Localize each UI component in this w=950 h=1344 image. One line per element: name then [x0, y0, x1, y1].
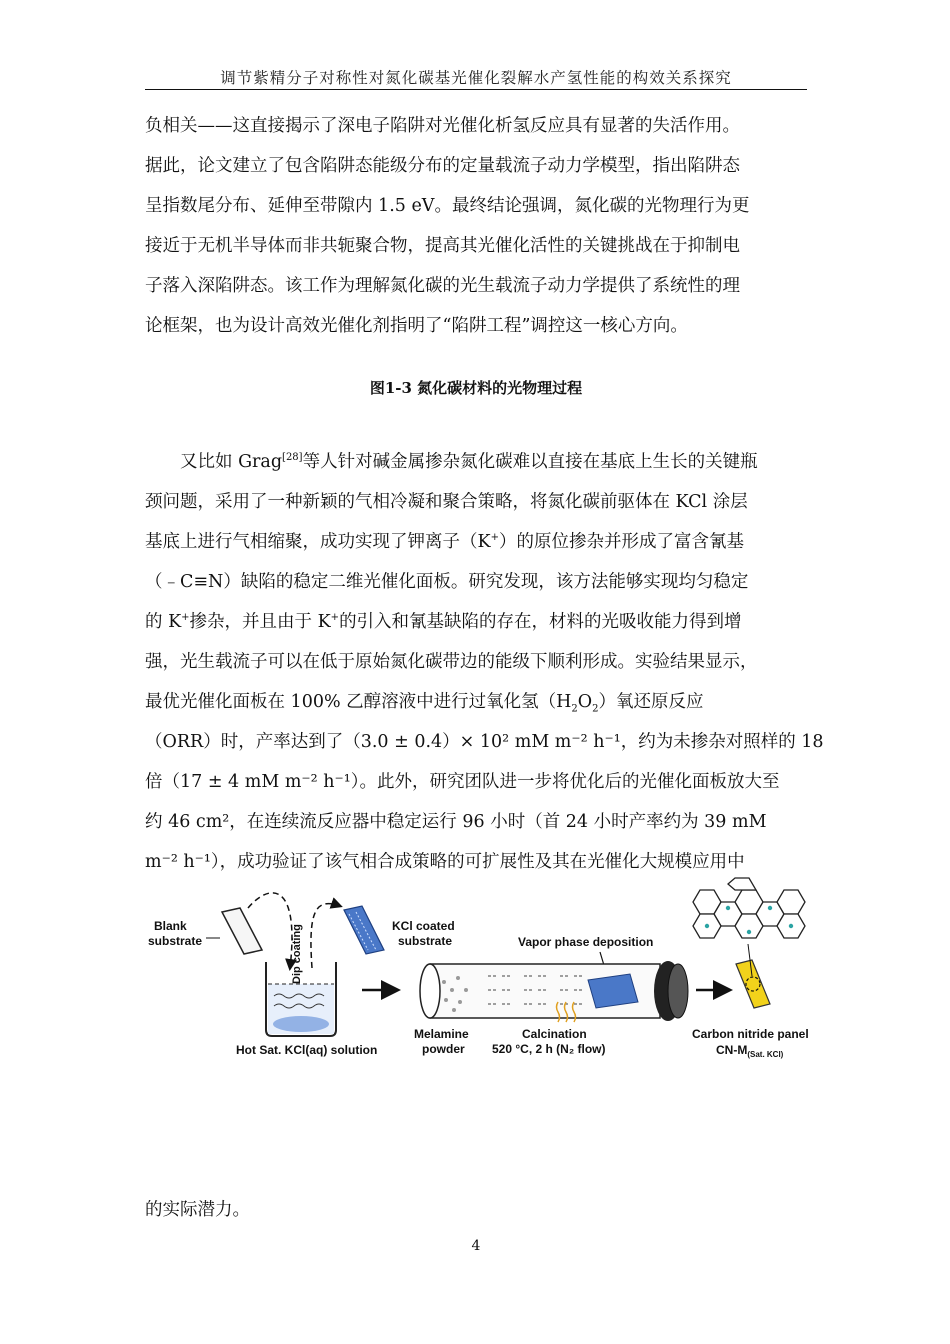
- text-run: 等人针对碱金属掺杂氮化碳难以直接在基底上生长的关键瓶: [302, 452, 758, 472]
- text-run: ）氧还原反应: [598, 692, 704, 712]
- paragraph-line: [145, 682, 807, 722]
- label-melamine-1: Melamine: [414, 1027, 469, 1041]
- paragraph-line: 的实际潜力。: [145, 1200, 250, 1220]
- label-panel-2-sub: (Sat. KCl): [747, 1050, 784, 1059]
- paragraph-line: m⁻² h⁻¹），成功验证了该气相合成策略的可扩展性及其在光催化大规模应用中: [145, 852, 745, 872]
- paragraph-line: 子落入深陷阱态。该工作为理解氮化碳的光生载流子动力学提供了系统性的理: [145, 276, 740, 296]
- header-rule: [145, 89, 807, 90]
- text-run: 掺杂，并且由于 K: [189, 612, 331, 632]
- tube-end: [420, 964, 440, 1018]
- paragraph-2: [145, 442, 824, 882]
- powder-particle: [458, 1000, 462, 1004]
- paragraph-line: 约 46 cm²，在连续流反应器中稳定运行 96 小时（首 24 小时产率约为 39 mM: [145, 812, 767, 832]
- text-run: 最优光催化面板在 100% 乙醇溶液中进行过氧化氢（H: [145, 692, 572, 712]
- running-header: 调节紫精分子对称性对氮化碳基光催化裂解水产氢性能的构效关系探究: [220, 69, 732, 87]
- powder-particle: [444, 998, 448, 1002]
- paragraph-line: [145, 602, 807, 642]
- paragraph-line: 强，光生载流子可以在低于原始氮化碳带边的能级下顺利形成。实验结果显示，: [145, 652, 758, 672]
- potassium-dot: [747, 930, 751, 934]
- powder-particle: [452, 1008, 456, 1012]
- text-run: O: [577, 692, 593, 712]
- paragraph-line: （﹣C≡N）缺陷的稳定二维光催化面板。研究发现，该方法能够实现均匀稳定: [145, 572, 749, 592]
- paragraph-line: 颈问题，采用了一种新颖的气相冷凝和聚合策略，将氮化碳前驱体在 KCl 涂层: [145, 492, 748, 512]
- dashed-arrow-up: [311, 904, 340, 968]
- page-number: 4: [471, 1238, 481, 1254]
- paragraph-line: 论框架，也为设计高效光催化剂指明了“陷阱工程”调控这一核心方向。: [145, 316, 688, 336]
- paragraph-line: （ORR）时，产率达到了（3.0 ± 0.4）× 10² mM m⁻² h⁻¹，约为未掺杂对照样的 18: [145, 732, 824, 752]
- text-run: 又比如 Grag: [180, 452, 283, 472]
- label-blank-substrate-1: Blank: [154, 919, 187, 933]
- superscript: +: [330, 612, 340, 624]
- dashed-arrow-down: [248, 893, 292, 968]
- text-run: 基底上进行气相缩聚，成功实现了钾离子（K: [145, 532, 491, 552]
- label-blank-substrate-2: substrate: [148, 934, 203, 948]
- label-calcination-2: 520 °C, 2 h (N₂ flow): [492, 1042, 606, 1056]
- label-kcl-coated-1: KCl coated: [392, 919, 455, 933]
- powder-particle: [442, 980, 446, 984]
- powder-particle: [456, 976, 460, 980]
- kcl-crystals: [273, 1016, 329, 1032]
- label-hot-solution: Hot Sat. KCl(aq) solution: [236, 1043, 378, 1057]
- paragraph-line: 呈指数尾分布、延伸至带隙内 1.5 eV。最终结论强调，氮化碳的光物理行为更: [145, 196, 750, 216]
- label-dip-coating: Dip coating: [291, 924, 303, 984]
- potassium-dot: [705, 924, 709, 928]
- paragraph-line: [145, 442, 807, 482]
- citation-ref: [28]: [282, 452, 303, 464]
- kcl-coated-substrate-shape: [344, 906, 384, 954]
- carbon-nitride-structure: [693, 878, 805, 938]
- synthesis-schematic-figure: [140, 872, 820, 1072]
- paragraph-3: [145, 1190, 807, 1230]
- label-kcl-coated-2: substrate: [398, 934, 453, 948]
- subscript: 2: [571, 703, 578, 715]
- label-calcination-1: Calcination: [522, 1027, 587, 1041]
- label-melamine-2: powder: [422, 1042, 465, 1056]
- figure-caption: 图1-3 氮化碳材料的光物理过程: [369, 379, 583, 397]
- paragraph-1: [145, 106, 807, 346]
- substrate-in-tube: [588, 974, 638, 1008]
- powder-particle: [464, 988, 468, 992]
- label-vapor-phase: Vapor phase deposition: [518, 935, 654, 949]
- label-panel-1: Carbon nitride panel: [692, 1027, 809, 1041]
- paragraph-line: 接近于无机半导体而非共轭聚合物，提高其光催化活性的关键挑战在于抑制电: [145, 236, 740, 256]
- label-panel-2: [716, 1043, 784, 1059]
- powder-particle: [450, 988, 454, 992]
- potassium-dot: [768, 906, 772, 910]
- text-run: ）的原位掺杂并形成了富含氰基: [498, 532, 744, 552]
- paragraph-line: 据此，论文建立了包含陷阱态能级分布的定量载流子动力学模型，指出陷阱态: [145, 156, 740, 176]
- carbon-nitride-panel-shape: [736, 960, 770, 1008]
- label-panel-2-main: CN-M: [716, 1043, 748, 1057]
- text-run: 的引入和氰基缺陷的存在，材料的光吸收能力得到增: [339, 612, 742, 632]
- superscript: +: [490, 532, 499, 544]
- paragraph-line: 倍（17 ± 4 mM m⁻² h⁻¹）。此外，研究团队进一步将优化后的光催化面板放大至: [145, 772, 780, 792]
- potassium-dot: [726, 906, 730, 910]
- superscript: +: [181, 612, 190, 624]
- paragraph-line: 负相关——这直接揭示了深电子陷阱对光催化析氢反应具有显著的失活作用。: [145, 116, 740, 136]
- blank-substrate-shape: [222, 908, 262, 954]
- tube-cap-face: [668, 964, 688, 1018]
- text-run: 的 K: [145, 612, 182, 632]
- paragraph-line: [145, 522, 807, 562]
- potassium-dot: [789, 924, 793, 928]
- subscript: 2: [592, 703, 599, 715]
